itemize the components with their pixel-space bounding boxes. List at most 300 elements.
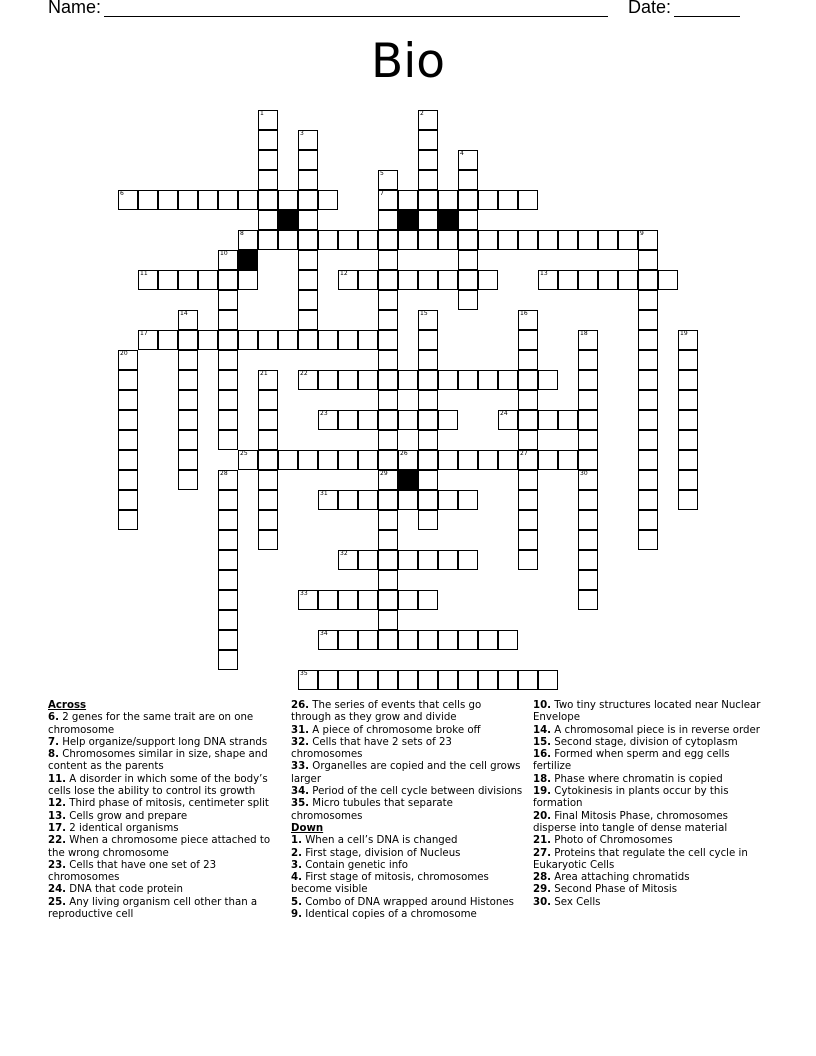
crossword-cell[interactable] bbox=[178, 270, 198, 290]
crossword-cell[interactable] bbox=[578, 570, 598, 590]
crossword-cell[interactable] bbox=[538, 450, 558, 470]
crossword-cell[interactable] bbox=[338, 590, 358, 610]
crossword-cell[interactable] bbox=[338, 370, 358, 390]
crossword-cell[interactable] bbox=[118, 490, 138, 510]
crossword-cell[interactable] bbox=[638, 390, 658, 410]
crossword-cell[interactable] bbox=[258, 450, 278, 470]
crossword-cell[interactable] bbox=[678, 470, 698, 490]
crossword-cell[interactable] bbox=[578, 270, 598, 290]
crossword-cell[interactable] bbox=[238, 450, 258, 470]
crossword-cell[interactable] bbox=[458, 230, 478, 250]
crossword-cell[interactable] bbox=[398, 270, 418, 290]
crossword-cell[interactable] bbox=[178, 350, 198, 370]
crossword-cell[interactable] bbox=[638, 350, 658, 370]
crossword-cell[interactable] bbox=[518, 450, 538, 470]
crossword-cell[interactable] bbox=[678, 370, 698, 390]
crossword-cell[interactable] bbox=[398, 410, 418, 430]
crossword-cell[interactable] bbox=[458, 550, 478, 570]
crossword-cell[interactable] bbox=[338, 270, 358, 290]
crossword-cell[interactable] bbox=[258, 210, 278, 230]
crossword-cell[interactable] bbox=[418, 310, 438, 330]
crossword-cell[interactable] bbox=[298, 230, 318, 250]
crossword-cell[interactable] bbox=[218, 190, 238, 210]
crossword-cell[interactable] bbox=[418, 470, 438, 490]
crossword-cell[interactable] bbox=[458, 170, 478, 190]
crossword-cell[interactable] bbox=[518, 230, 538, 250]
crossword-cell[interactable] bbox=[118, 350, 138, 370]
crossword-cell[interactable] bbox=[298, 170, 318, 190]
crossword-cell[interactable] bbox=[318, 330, 338, 350]
crossword-cell[interactable] bbox=[418, 590, 438, 610]
crossword-cell[interactable] bbox=[338, 490, 358, 510]
crossword-cell[interactable] bbox=[298, 590, 318, 610]
crossword-cell[interactable] bbox=[298, 330, 318, 350]
crossword-cell[interactable] bbox=[418, 490, 438, 510]
crossword-cell[interactable] bbox=[298, 210, 318, 230]
crossword-cell[interactable] bbox=[558, 450, 578, 470]
crossword-cell[interactable] bbox=[638, 410, 658, 430]
crossword-cell[interactable] bbox=[438, 190, 458, 210]
crossword-cell[interactable] bbox=[218, 510, 238, 530]
crossword-cell[interactable] bbox=[678, 350, 698, 370]
crossword-cell[interactable] bbox=[418, 350, 438, 370]
crossword-cell[interactable] bbox=[418, 390, 438, 410]
crossword-cell[interactable] bbox=[118, 430, 138, 450]
crossword-cell[interactable] bbox=[578, 230, 598, 250]
crossword-cell[interactable] bbox=[458, 630, 478, 650]
crossword-cell[interactable] bbox=[338, 410, 358, 430]
crossword-cell[interactable] bbox=[378, 250, 398, 270]
crossword-cell[interactable] bbox=[338, 630, 358, 650]
crossword-cell[interactable] bbox=[518, 490, 538, 510]
clue-number-label: 32. bbox=[291, 736, 310, 748]
crossword-cell[interactable] bbox=[318, 670, 338, 690]
crossword-cell[interactable] bbox=[358, 490, 378, 510]
crossword-cell[interactable] bbox=[498, 670, 518, 690]
crossword-cell[interactable] bbox=[218, 330, 238, 350]
crossword-cell[interactable] bbox=[678, 410, 698, 430]
crossword-cell[interactable] bbox=[358, 630, 378, 650]
crossword-cell[interactable] bbox=[518, 670, 538, 690]
crossword-cell[interactable] bbox=[478, 370, 498, 390]
crossword-cell[interactable] bbox=[218, 390, 238, 410]
crossword-cell[interactable] bbox=[338, 450, 358, 470]
crossword-cell[interactable] bbox=[498, 230, 518, 250]
crossword-cell[interactable] bbox=[218, 610, 238, 630]
crossword-cell[interactable] bbox=[438, 370, 458, 390]
crossword-cell[interactable] bbox=[418, 130, 438, 150]
crossword-cell[interactable] bbox=[438, 230, 458, 250]
crossword-cell[interactable] bbox=[578, 330, 598, 350]
crossword-cell[interactable] bbox=[638, 310, 658, 330]
crossword-cell[interactable] bbox=[638, 290, 658, 310]
crossword-cell[interactable] bbox=[138, 330, 158, 350]
crossword-cell[interactable] bbox=[638, 230, 658, 250]
crossword-cell[interactable] bbox=[118, 390, 138, 410]
crossword-cell[interactable] bbox=[218, 550, 238, 570]
crossword-cell[interactable] bbox=[578, 390, 598, 410]
crossword-cell[interactable] bbox=[378, 670, 398, 690]
crossword-cell[interactable] bbox=[218, 470, 238, 490]
crossword-cell[interactable] bbox=[178, 390, 198, 410]
crossword-cell[interactable] bbox=[378, 330, 398, 350]
crossword-cell[interactable] bbox=[638, 370, 658, 390]
crossword-cell[interactable] bbox=[258, 470, 278, 490]
crossword-cell[interactable] bbox=[298, 150, 318, 170]
crossword-cell[interactable] bbox=[678, 390, 698, 410]
crossword-cell[interactable] bbox=[418, 670, 438, 690]
crossword-cell[interactable] bbox=[418, 430, 438, 450]
crossword-cell[interactable] bbox=[458, 290, 478, 310]
crossword-cell[interactable] bbox=[678, 330, 698, 350]
crossword-cell[interactable] bbox=[258, 530, 278, 550]
crossword-cell[interactable] bbox=[258, 390, 278, 410]
crossword-cell[interactable] bbox=[378, 310, 398, 330]
crossword-cell[interactable] bbox=[378, 190, 398, 210]
crossword-cell[interactable] bbox=[398, 190, 418, 210]
crossword-cell[interactable] bbox=[398, 590, 418, 610]
crossword-cell[interactable] bbox=[638, 330, 658, 350]
crossword-cell[interactable] bbox=[578, 490, 598, 510]
crossword-cell[interactable] bbox=[198, 270, 218, 290]
crossword-cell[interactable] bbox=[458, 210, 478, 230]
crossword-cell[interactable] bbox=[378, 410, 398, 430]
crossword-cell[interactable] bbox=[578, 370, 598, 390]
crossword-cell[interactable] bbox=[158, 330, 178, 350]
crossword-cell[interactable] bbox=[418, 410, 438, 430]
crossword-cell[interactable] bbox=[458, 250, 478, 270]
crossword-cell[interactable] bbox=[318, 370, 338, 390]
crossword-cell[interactable] bbox=[178, 410, 198, 430]
crossword-cell[interactable] bbox=[578, 450, 598, 470]
crossword-cell[interactable] bbox=[558, 230, 578, 250]
clue-text: DNA that code protein bbox=[66, 884, 183, 896]
crossword-cell[interactable] bbox=[438, 670, 458, 690]
crossword-cell[interactable] bbox=[218, 430, 238, 450]
crossword-cell[interactable] bbox=[518, 510, 538, 530]
crossword-cell[interactable] bbox=[378, 350, 398, 370]
crossword-cell[interactable] bbox=[278, 230, 298, 250]
crossword-cell[interactable] bbox=[258, 130, 278, 150]
crossword-cell[interactable] bbox=[418, 270, 438, 290]
crossword-cell[interactable] bbox=[658, 270, 678, 290]
crossword-cell[interactable] bbox=[598, 270, 618, 290]
crossword-cell[interactable] bbox=[458, 450, 478, 470]
crossword-cell[interactable] bbox=[418, 190, 438, 210]
crossword-cell[interactable] bbox=[238, 230, 258, 250]
crossword-cell[interactable] bbox=[298, 670, 318, 690]
crossword-cell[interactable] bbox=[178, 310, 198, 330]
crossword-cell[interactable] bbox=[378, 590, 398, 610]
crossword-cell[interactable] bbox=[118, 510, 138, 530]
crossword-cell[interactable] bbox=[538, 410, 558, 430]
crossword-cell[interactable] bbox=[278, 190, 298, 210]
crossword-cell[interactable] bbox=[518, 530, 538, 550]
clue-text: Area attaching chromatids bbox=[551, 872, 690, 884]
crossword-cell[interactable] bbox=[378, 470, 398, 490]
crossword-cell[interactable] bbox=[178, 450, 198, 470]
crossword-cell[interactable] bbox=[578, 550, 598, 570]
crossword-cell[interactable] bbox=[178, 330, 198, 350]
crossword-cell[interactable] bbox=[378, 490, 398, 510]
crossword-cell[interactable] bbox=[458, 370, 478, 390]
crossword-cell[interactable] bbox=[278, 330, 298, 350]
crossword-cell[interactable] bbox=[298, 370, 318, 390]
crossword-cell[interactable] bbox=[538, 370, 558, 390]
crossword-cell[interactable] bbox=[118, 450, 138, 470]
crossword-cell[interactable] bbox=[378, 630, 398, 650]
crossword-cell[interactable] bbox=[278, 450, 298, 470]
crossword-cell[interactable] bbox=[338, 670, 358, 690]
crossword-cell[interactable] bbox=[378, 170, 398, 190]
crossword-cell[interactable] bbox=[338, 550, 358, 570]
crossword-cell[interactable] bbox=[258, 510, 278, 530]
crossword-cell[interactable] bbox=[518, 310, 538, 330]
crossword-cell[interactable] bbox=[398, 450, 418, 470]
crossword-cell[interactable] bbox=[118, 370, 138, 390]
crossword-cell[interactable] bbox=[518, 370, 538, 390]
crossword-cell[interactable] bbox=[618, 270, 638, 290]
crossword-cell[interactable] bbox=[458, 150, 478, 170]
crossword-cell[interactable] bbox=[478, 270, 498, 290]
crossword-cell[interactable] bbox=[678, 450, 698, 470]
crossword-cell[interactable] bbox=[638, 530, 658, 550]
crossword-cell[interactable] bbox=[318, 410, 338, 430]
crossword-cell[interactable] bbox=[538, 270, 558, 290]
crossword-cell[interactable] bbox=[258, 410, 278, 430]
crossword-cell[interactable] bbox=[138, 270, 158, 290]
crossword-cell[interactable] bbox=[498, 630, 518, 650]
crossword-cell[interactable] bbox=[358, 370, 378, 390]
crossword-cell[interactable] bbox=[578, 530, 598, 550]
clue-number-label: 6. bbox=[48, 712, 59, 724]
crossword-cell[interactable] bbox=[218, 570, 238, 590]
crossword-cell[interactable] bbox=[438, 270, 458, 290]
crossword-cell[interactable] bbox=[438, 550, 458, 570]
crossword-cell[interactable] bbox=[198, 330, 218, 350]
crossword-cell[interactable] bbox=[218, 630, 238, 650]
crossword-cell[interactable] bbox=[158, 270, 178, 290]
crossword-cell[interactable] bbox=[138, 190, 158, 210]
crossword-cell[interactable] bbox=[318, 490, 338, 510]
crossword-cell[interactable] bbox=[418, 330, 438, 350]
crossword-cell[interactable] bbox=[598, 230, 618, 250]
crossword-cell[interactable] bbox=[258, 430, 278, 450]
crossword-cell[interactable] bbox=[418, 510, 438, 530]
crossword-cell[interactable] bbox=[398, 550, 418, 570]
crossword-cell[interactable] bbox=[358, 410, 378, 430]
crossword-cell[interactable] bbox=[218, 250, 238, 270]
crossword-cell[interactable] bbox=[638, 270, 658, 290]
crossword-cell[interactable] bbox=[258, 490, 278, 510]
crossword-cell[interactable] bbox=[418, 550, 438, 570]
crossword-cell[interactable] bbox=[498, 190, 518, 210]
crossword-cell[interactable] bbox=[478, 190, 498, 210]
crossword-cell[interactable] bbox=[178, 370, 198, 390]
crossword-cell[interactable] bbox=[478, 670, 498, 690]
crossword-cell[interactable] bbox=[578, 590, 598, 610]
crossword-cell[interactable] bbox=[398, 230, 418, 250]
crossword-cell[interactable] bbox=[258, 170, 278, 190]
crossword-cell[interactable] bbox=[318, 230, 338, 250]
crossword-cell[interactable] bbox=[418, 210, 438, 230]
crossword-cell[interactable] bbox=[418, 150, 438, 170]
crossword-cell[interactable] bbox=[378, 610, 398, 630]
crossword-cell[interactable] bbox=[418, 230, 438, 250]
crossword-cell[interactable] bbox=[578, 470, 598, 490]
crossword-cell[interactable] bbox=[218, 310, 238, 330]
crossword-cell[interactable] bbox=[418, 630, 438, 650]
crossword-cell[interactable] bbox=[378, 230, 398, 250]
crossword-cell[interactable] bbox=[118, 470, 138, 490]
crossword-cell[interactable] bbox=[358, 330, 378, 350]
crossword-cell[interactable] bbox=[398, 670, 418, 690]
crossword-cell[interactable] bbox=[438, 410, 458, 430]
crossword-cell[interactable] bbox=[218, 370, 238, 390]
crossword-cell[interactable] bbox=[438, 450, 458, 470]
clue-number-label: 34. bbox=[291, 786, 310, 798]
crossword-cell[interactable] bbox=[378, 570, 398, 590]
crossword-cell[interactable] bbox=[258, 330, 278, 350]
crossword-cell[interactable] bbox=[518, 190, 538, 210]
crossword-cell[interactable] bbox=[578, 410, 598, 430]
crossword-cell[interactable] bbox=[638, 470, 658, 490]
crossword-cell[interactable] bbox=[378, 210, 398, 230]
clue bbox=[48, 897, 280, 922]
crossword-cell[interactable] bbox=[458, 490, 478, 510]
crossword-cell[interactable] bbox=[518, 430, 538, 450]
crossword-cell[interactable] bbox=[518, 550, 538, 570]
crossword-cell[interactable] bbox=[378, 530, 398, 550]
crossword-cell[interactable] bbox=[378, 510, 398, 530]
crossword-cell[interactable] bbox=[218, 410, 238, 430]
crossword-cell[interactable] bbox=[338, 330, 358, 350]
crossword-cell[interactable] bbox=[338, 230, 358, 250]
crossword-cell[interactable] bbox=[198, 190, 218, 210]
clue-text: First stage of mitosis, chromosomes become visible bbox=[291, 872, 489, 896]
crossword-cell[interactable] bbox=[498, 450, 518, 470]
crossword-cell[interactable] bbox=[558, 410, 578, 430]
crossword-cell[interactable] bbox=[158, 190, 178, 210]
crossword-cell[interactable] bbox=[378, 290, 398, 310]
crossword-cell[interactable] bbox=[298, 250, 318, 270]
crossword-cell[interactable] bbox=[258, 110, 278, 130]
crossword-cell[interactable] bbox=[578, 510, 598, 530]
crossword-cell[interactable] bbox=[518, 350, 538, 370]
crossword-cell[interactable] bbox=[298, 450, 318, 470]
crossword-cell[interactable] bbox=[178, 470, 198, 490]
crossword-cell[interactable] bbox=[638, 430, 658, 450]
crossword-cell[interactable] bbox=[298, 270, 318, 290]
crossword-cell[interactable] bbox=[218, 590, 238, 610]
crossword-cell[interactable] bbox=[238, 330, 258, 350]
crossword-cell[interactable] bbox=[478, 450, 498, 470]
crossword-cell[interactable] bbox=[218, 530, 238, 550]
crossword-cell[interactable] bbox=[438, 630, 458, 650]
crossword-cell[interactable] bbox=[358, 450, 378, 470]
crossword-cell[interactable] bbox=[418, 170, 438, 190]
crossword-cell[interactable] bbox=[298, 310, 318, 330]
crossword-cell[interactable] bbox=[578, 350, 598, 370]
crossword-cell[interactable] bbox=[518, 410, 538, 430]
crossword-cell[interactable] bbox=[298, 130, 318, 150]
crossword-cell[interactable] bbox=[318, 590, 338, 610]
crossword-cell[interactable] bbox=[638, 490, 658, 510]
crossword-cell[interactable] bbox=[638, 450, 658, 470]
crossword-cell[interactable] bbox=[238, 270, 258, 290]
crossword-cell[interactable] bbox=[258, 190, 278, 210]
crossword-cell[interactable] bbox=[418, 450, 438, 470]
crossword-cell[interactable] bbox=[318, 630, 338, 650]
crossword-cell[interactable] bbox=[258, 150, 278, 170]
crossword-cell[interactable] bbox=[358, 230, 378, 250]
crossword-cell[interactable] bbox=[498, 370, 518, 390]
crossword-cell[interactable] bbox=[378, 450, 398, 470]
crossword-cell[interactable] bbox=[518, 470, 538, 490]
crossword-cell[interactable] bbox=[438, 490, 458, 510]
crossword-cell[interactable] bbox=[358, 550, 378, 570]
crossword-cell[interactable] bbox=[478, 630, 498, 650]
crossword-cell[interactable] bbox=[218, 490, 238, 510]
crossword-cell[interactable] bbox=[638, 250, 658, 270]
crossword-cell[interactable] bbox=[558, 270, 578, 290]
crossword-cell[interactable] bbox=[458, 270, 478, 290]
crossword-cell[interactable] bbox=[398, 630, 418, 650]
crossword-cell[interactable] bbox=[258, 230, 278, 250]
crossword-cell[interactable] bbox=[238, 190, 258, 210]
crossword-cell[interactable] bbox=[358, 590, 378, 610]
crossword-cell[interactable] bbox=[418, 110, 438, 130]
crossword-cell[interactable] bbox=[518, 390, 538, 410]
crossword-cell[interactable] bbox=[378, 370, 398, 390]
crossword-cell[interactable] bbox=[118, 410, 138, 430]
crossword-cell[interactable] bbox=[218, 350, 238, 370]
crossword-cell[interactable] bbox=[318, 190, 338, 210]
crossword-cell[interactable] bbox=[378, 390, 398, 410]
crossword-cell[interactable] bbox=[678, 490, 698, 510]
crossword-cell[interactable] bbox=[578, 430, 598, 450]
crossword-cell[interactable] bbox=[478, 230, 498, 250]
crossword-cell[interactable] bbox=[358, 270, 378, 290]
crossword-cell[interactable] bbox=[178, 430, 198, 450]
crossword-cell[interactable] bbox=[358, 670, 378, 690]
crossword-cell[interactable] bbox=[378, 270, 398, 290]
crossword-cell[interactable] bbox=[378, 550, 398, 570]
crossword-cell[interactable] bbox=[678, 430, 698, 450]
crossword-cell[interactable] bbox=[258, 370, 278, 390]
crossword-cell[interactable] bbox=[418, 370, 438, 390]
crossword-cell[interactable] bbox=[218, 270, 238, 290]
crossword-cell[interactable] bbox=[398, 490, 418, 510]
crossword-cell[interactable] bbox=[298, 290, 318, 310]
crossword-cell[interactable] bbox=[178, 190, 198, 210]
crossword-cell[interactable] bbox=[118, 190, 138, 210]
crossword-cell[interactable] bbox=[538, 230, 558, 250]
crossword-cell[interactable] bbox=[218, 290, 238, 310]
crossword-cell[interactable] bbox=[398, 370, 418, 390]
crossword-cell[interactable] bbox=[298, 190, 318, 210]
crossword-cell[interactable] bbox=[318, 450, 338, 470]
crossword-cell[interactable] bbox=[498, 410, 518, 430]
crossword-cell[interactable] bbox=[458, 190, 478, 210]
crossword-cell[interactable] bbox=[538, 670, 558, 690]
crossword-cell[interactable] bbox=[638, 510, 658, 530]
crossword-cell[interactable] bbox=[378, 430, 398, 450]
crossword-cell[interactable] bbox=[518, 330, 538, 350]
crossword-cell[interactable] bbox=[458, 670, 478, 690]
crossword-cell[interactable] bbox=[218, 650, 238, 670]
crossword-cell[interactable] bbox=[618, 230, 638, 250]
